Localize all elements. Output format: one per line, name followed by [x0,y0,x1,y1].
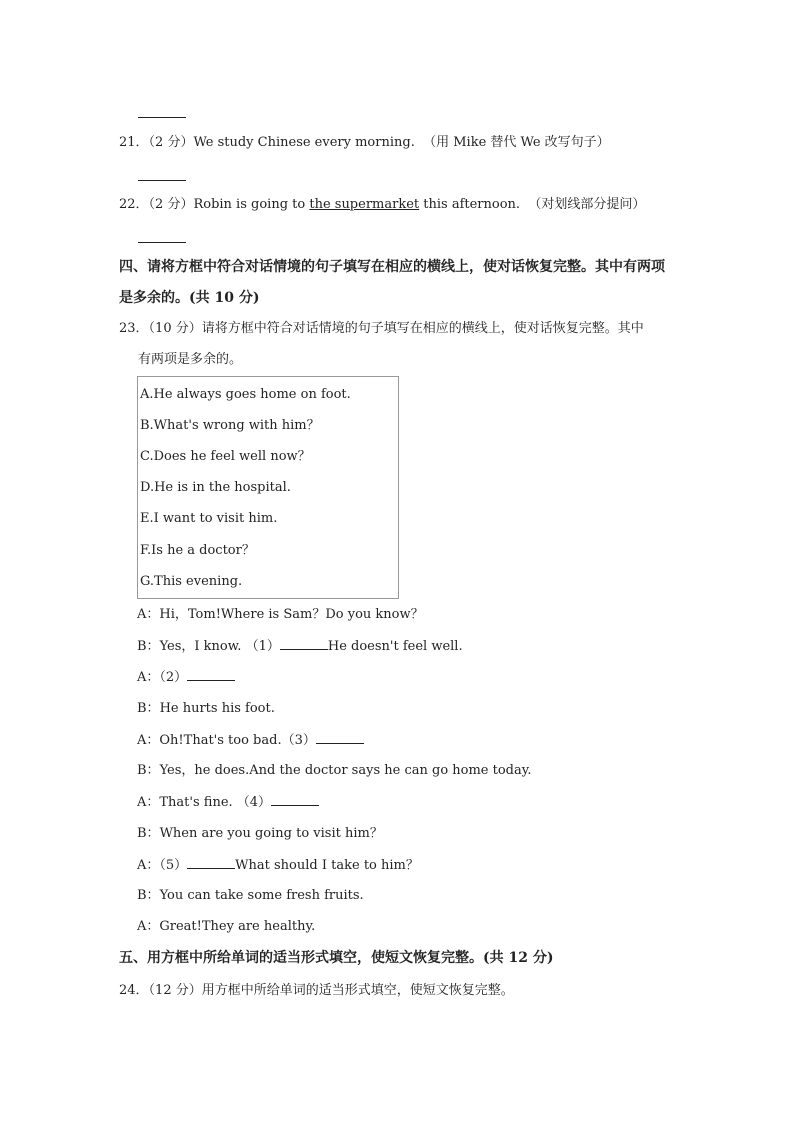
question-score: （2 分） [148,197,194,212]
option-e: E.I want to visit him. [140,511,278,526]
underlined-phrase: the supermarket [309,197,420,212]
question-score: （2 分） [148,135,194,150]
section-4-heading: 四、请将方框中符合对话情境的句子填写在相应的横线上，使对话恢复完整。其中有两项 [119,259,665,275]
answer-blank[interactable] [138,180,186,181]
question-21 [119,134,610,152]
dialogue-text: When are you going to visit him？ [159,826,383,841]
option-f: F.Is he a doctor？ [140,543,255,558]
dialogue-text: Yes，I know. （1） [159,639,280,654]
dialogue-text: （5） [159,858,188,873]
speaker-label: B： [137,639,160,654]
question-23 [119,320,644,338]
dialogue-line [137,668,235,687]
speaker-label: A： [137,919,160,934]
speaker-label: A： [137,607,160,622]
section-4-heading-cont: 是多余的。(共 10 分) [119,290,260,306]
question-score: （10 分） [148,321,202,336]
question-23-cont: 有两项是多余的。 [138,352,243,367]
question-instruction: （用 Mike 替代 We 改写句子） [423,135,610,150]
question-number: 22． [119,197,149,212]
speaker-label: A： [137,858,160,873]
question-instruction: （对划线部分提问） [528,197,646,212]
dialogue-line [137,637,463,656]
question-number: 24． [119,983,149,998]
dialogue-line [137,731,364,750]
dialogue-line [137,700,275,718]
answer-blank-3[interactable] [316,731,364,744]
dialogue-text: He hurts his foot. [159,701,275,716]
option-d: D.He is in the hospital. [140,480,291,495]
dialogue-line [137,825,383,843]
option-b: B.What's wrong with him？ [140,418,320,433]
section-5-heading: 五、用方框中所给单词的适当形式填空，使短文恢复完整。(共 12 分) [119,950,554,966]
answer-blank-1[interactable] [280,637,328,650]
speaker-label: B： [137,826,160,841]
question-text: 用方框中所给单词的适当形式填空，使短文恢复完整。 [201,983,514,998]
question-text: this afternoon. [419,197,521,212]
option-c: C.Does he feel well now？ [140,449,311,464]
speaker-label: A： [137,670,160,685]
dialogue-text: That's fine. （4） [159,795,272,810]
question-24 [119,982,514,1000]
speaker-label: A： [137,733,160,748]
options-box [137,376,399,599]
dialogue-text: You can take some fresh fruits. [159,888,364,903]
question-text: We study Chinese every morning. [193,135,415,150]
dialogue-text: What should I take to him？ [235,858,419,873]
option-a: A.He always goes home on foot. [140,387,351,402]
dialogue-line [137,887,364,905]
dialogue-text: （2） [159,670,188,685]
dialogue-text: Hi，Tom!Where is Sam？Do you know？ [159,607,424,622]
dialogue-text: Yes，he does.And the doctor says he can go home today. [159,763,532,778]
dialogue-line [137,918,315,936]
option-g: G.This evening. [140,574,243,589]
question-score: （12 分） [148,983,202,998]
answer-blank-5[interactable] [187,856,235,869]
answer-blank[interactable] [138,117,186,118]
speaker-label: B： [137,701,160,716]
dialogue-line [137,762,532,780]
answer-blank[interactable] [138,242,186,243]
question-text: 请将方框中符合对话情境的句子填写在相应的横线上，使对话恢复完整。其中 [201,321,644,336]
dialogue-line [137,606,424,624]
question-number: 23． [119,321,149,336]
speaker-label: A： [137,795,160,810]
dialogue-text: Great!They are healthy. [159,919,316,934]
speaker-label: B： [137,763,160,778]
question-22 [119,196,645,214]
question-number: 21． [119,135,149,150]
question-text: Robin is going to [193,197,310,212]
dialogue-text: He doesn't feel well. [327,639,463,654]
dialogue-text: Oh!That's too bad.（3） [159,733,316,748]
dialogue-line [137,856,419,875]
speaker-label: B： [137,888,160,903]
answer-blank-4[interactable] [271,793,319,806]
answer-blank-2[interactable] [187,668,235,681]
dialogue-line [137,793,319,812]
